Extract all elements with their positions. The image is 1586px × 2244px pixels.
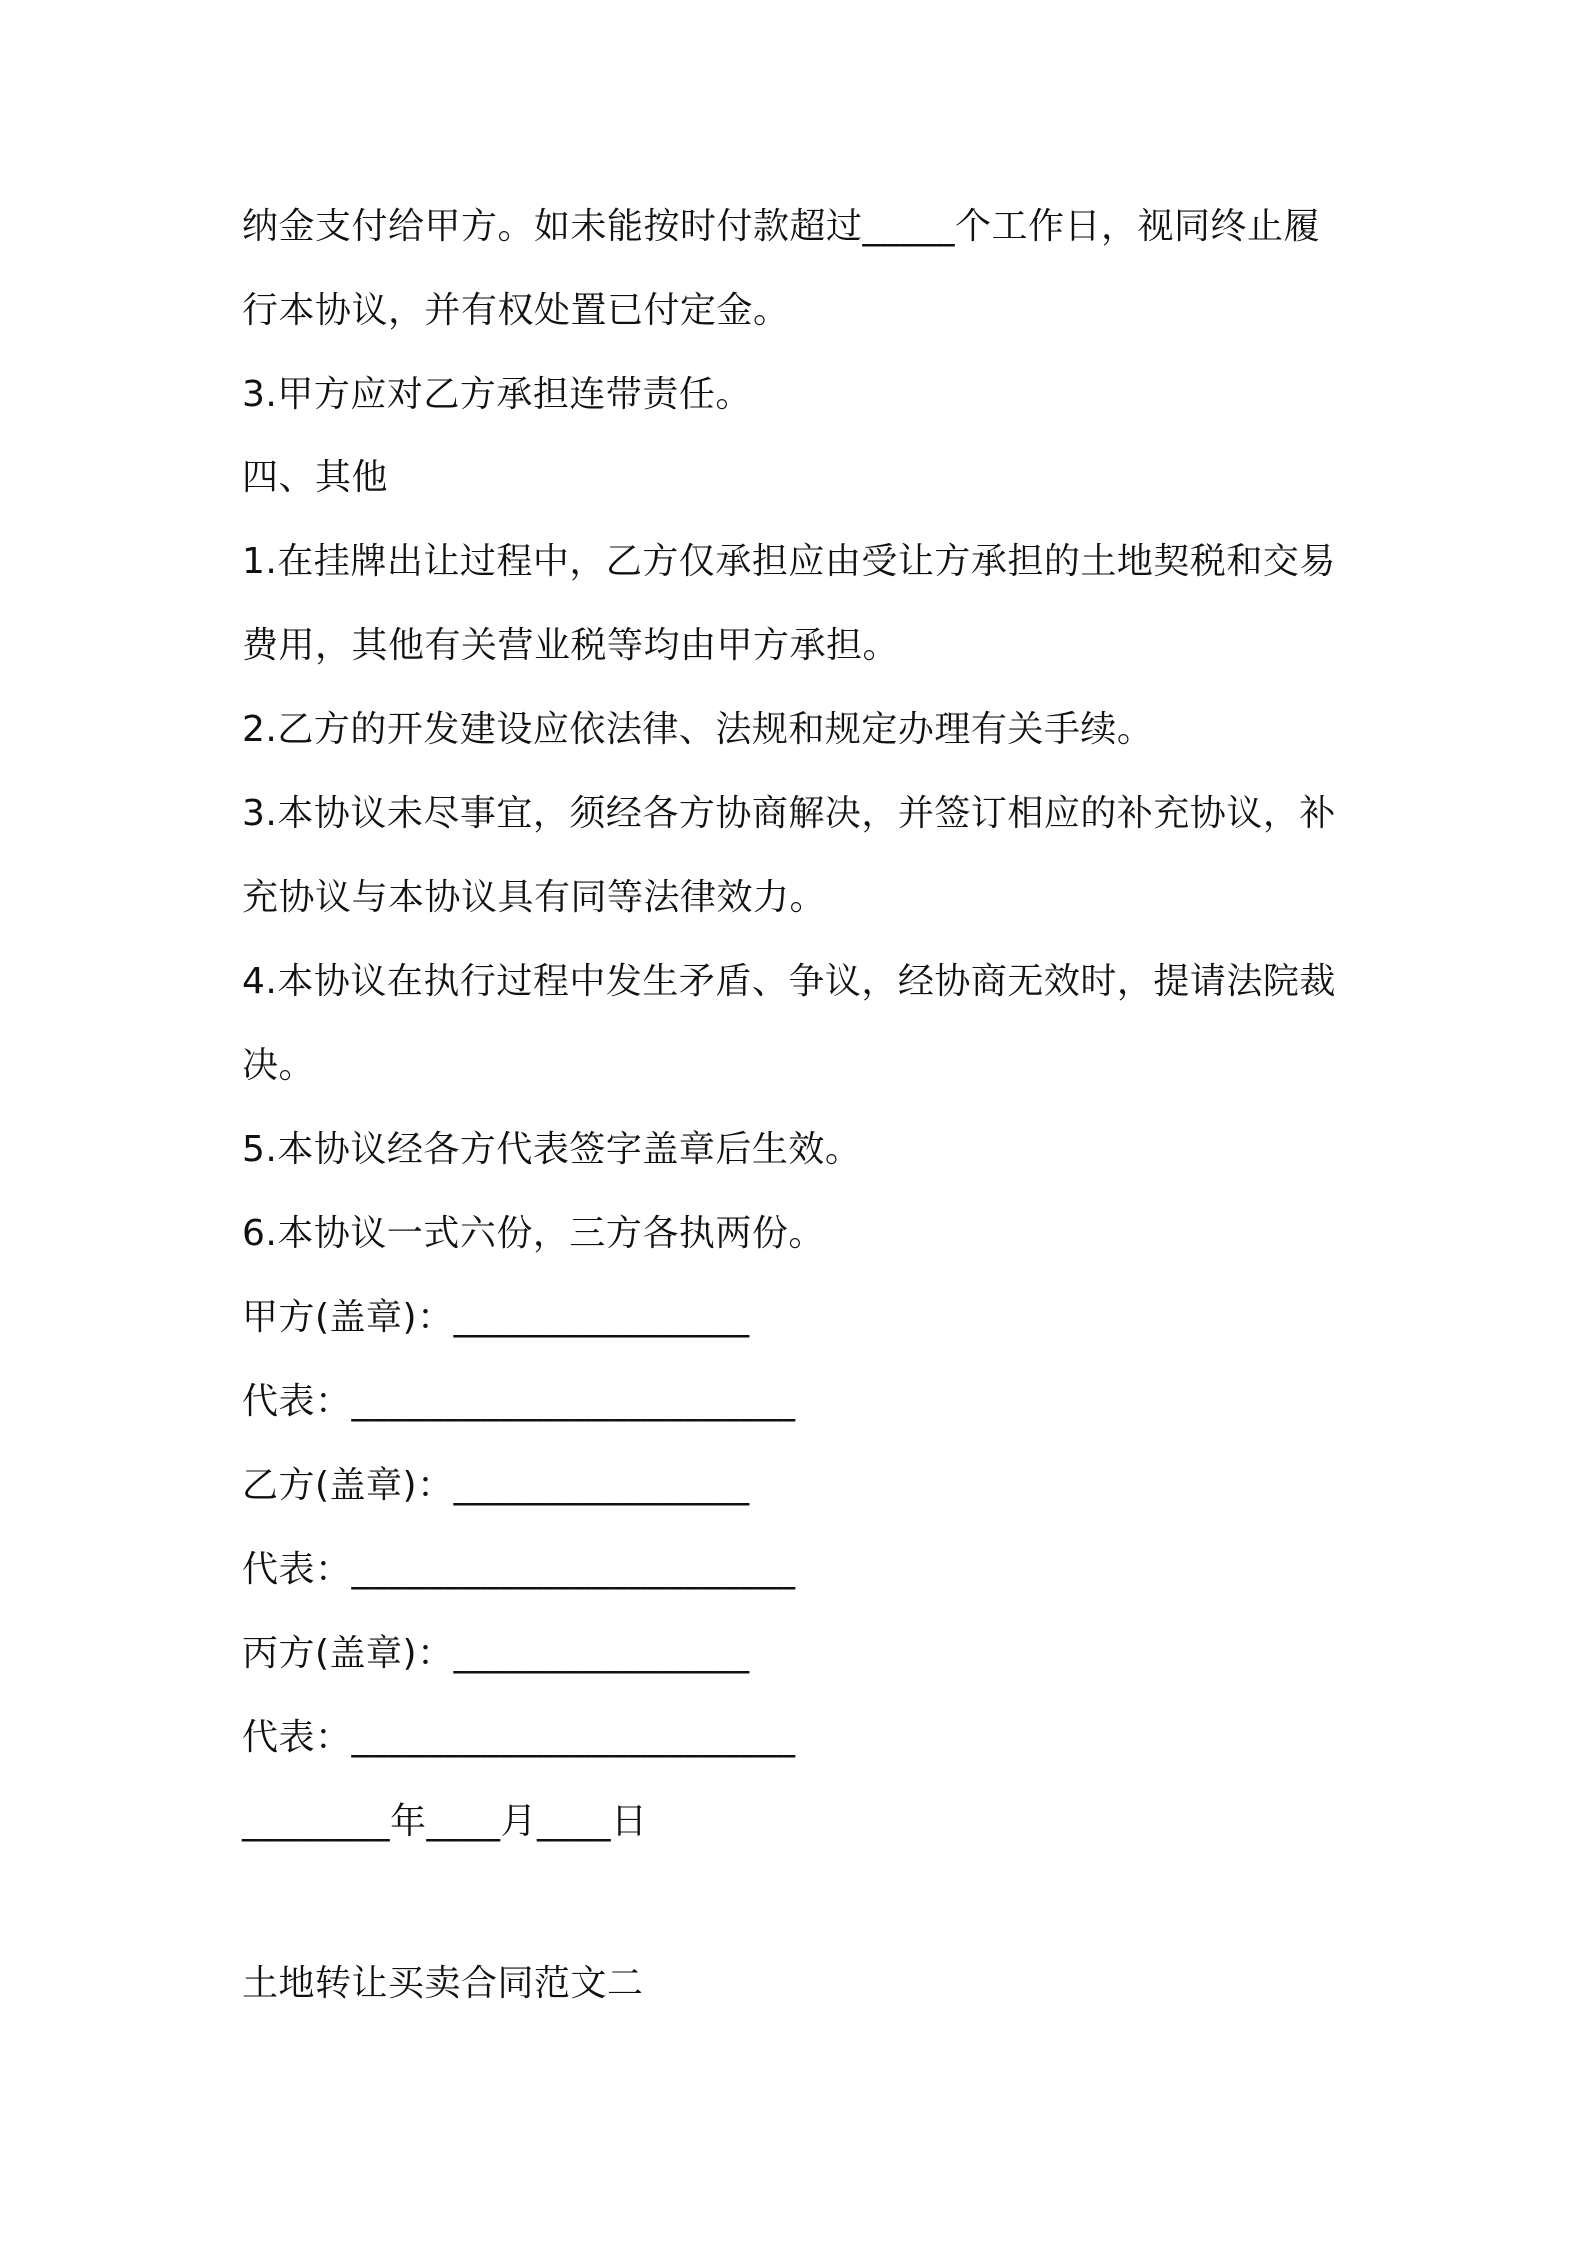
text-line-2: 行本协议，并有权处置已付定金。 [242,290,790,331]
section-heading: 四、其他 [242,457,389,498]
party-a-seal-line: 甲方(盖章)：________________ [242,1297,750,1338]
party-c-representative-line: 代表：________________________ [242,1717,796,1758]
text-line-10: 4.本协议在执行过程中发生矛盾、争议，经协商无效时，提请法院裁 [242,961,1336,1002]
next-section-title: 土地转让买卖合同范文二 [242,1963,644,2004]
text-line-8: 3.本协议未尽事宜，须经各方协商解决，并签订相应的补充协议，补 [242,793,1336,834]
party-c-seal-line: 丙方(盖章)：________________ [242,1633,750,1674]
text-line-9: 充协议与本协议具有同等法律效力。 [242,877,827,918]
text-line-5: 1.在挂牌出让过程中，乙方仅承担应由受让方承担的土地契税和交易 [242,541,1336,582]
text-line-11: 决。 [242,1045,316,1086]
party-b-seal-line: 乙方(盖章)：________________ [242,1465,750,1506]
text-line-6: 费用，其他有关营业税等均由甲方承担。 [242,625,900,666]
text-line-7: 2.乙方的开发建设应依法律、法规和规定办理有关手续。 [242,709,1154,750]
text-line-13: 6.本协议一式六份，三方各执两份。 [242,1213,825,1254]
date-line: ________年____月____日 [242,1801,648,1842]
text-line-12: 5.本协议经各方代表签字盖章后生效。 [242,1129,862,1170]
party-b-representative-line: 代表：________________________ [242,1549,796,1590]
party-a-representative-line: 代表：________________________ [242,1381,796,1422]
text-line-3: 3.甲方应对乙方承担连带责任。 [242,374,752,415]
text-line-1: 纳金支付给甲方。如未能按时付款超过_____个工作日，视同终止履 [242,206,1321,247]
